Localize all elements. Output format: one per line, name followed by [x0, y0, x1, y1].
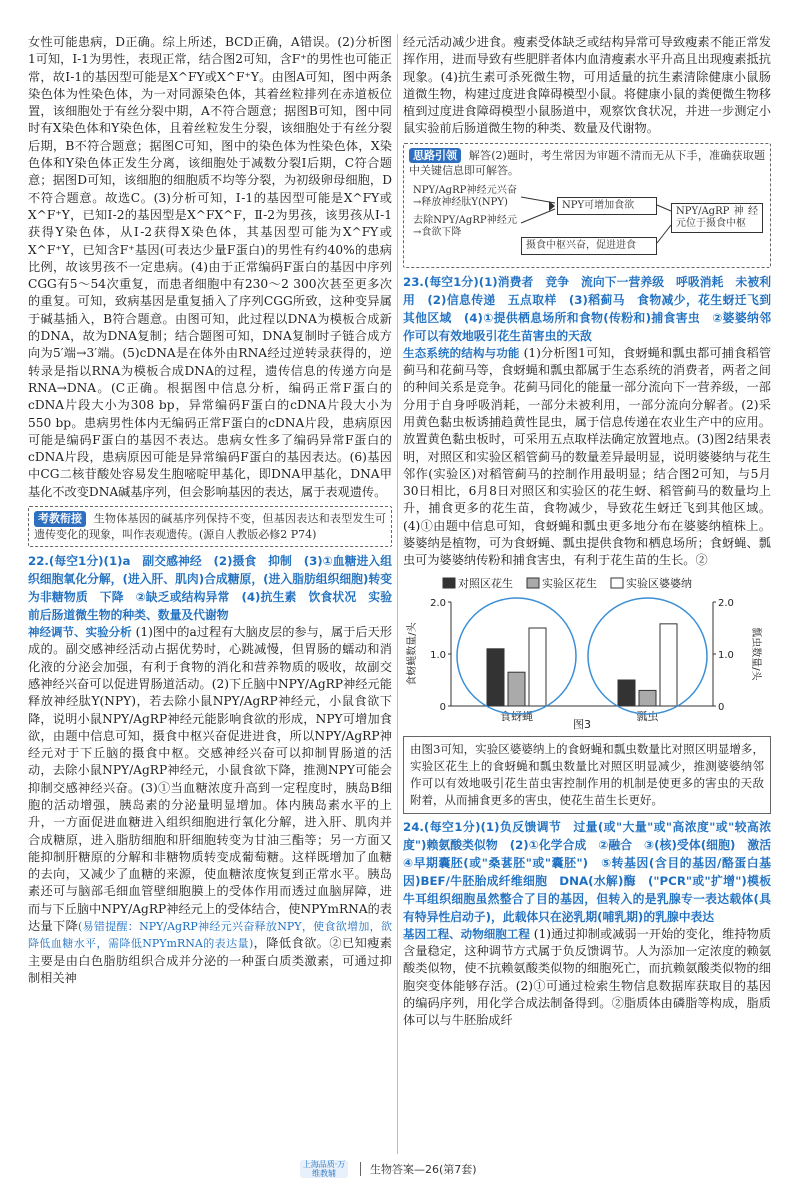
page-footer	[0, 1158, 800, 1182]
q24-topic: 基因工程、动物细胞工程	[403, 926, 530, 941]
q24-answer-key: 24.(每空1分)(1)负反馈调节 过量(或"大量"或"高浓度"或"较高浓度")赖氨酸类似物 (2)①化学合成 ②融合 ③(核)受体(细胞) 激活 ④早期囊胚(或"桑葚胚"或"囊胚") ⑤转基因(含目的基因/酪蛋白基因)BEF/牛胚胎成纤维细胞 DNA(水解)酶 ("PCR"或"扩增")模板 牛耳组织细胞虽然整合了目的基因，但转入的是乳腺专一表达载体(具有特异性启动子)，此载体只在泌乳期(哺乳期)的乳腺中表达	[403, 819, 783, 924]
bar-0-2	[529, 628, 546, 706]
x-tick-label-1: 瓢虫	[636, 709, 659, 723]
bar-1-0	[618, 680, 635, 706]
thinking-guide-text: 解答(2)题时，考生常因为审题不清而无从下手，准确获取题中关键信息即可解答。	[409, 148, 765, 178]
diagram-node-npy-appetite: NPY可增加食欲	[557, 197, 657, 215]
right-paragraph: 经元活动减少进食。瘦素受体缺乏或结构异常可导致瘦素不能正常发挥作用，进而导致有些肥胖者体内血清瘦素水平升高且出现瘦素抵抗现象。(4)抗生素可杀死微生物，可用适量的抗生素清除健康小鼠肠道微生物，构建过度进食障碍模型小鼠。将健康小鼠的粪便微生物移植到过度进食障碍模型小鼠肠道中，观察饮食状况，并进一步测定小鼠实验前后肠道微生物的种类、数量及代谢物。	[403, 35, 771, 136]
left-column	[28, 34, 392, 987]
figure-3-caption: 由图3可知，实验区婆婆纳上的食蚜蝇和瓢虫数量比对照区明显增多，实验区花生上的食蚜蝇和瓢虫数量比对照区明显减少，推测婆婆纳邻作可以有效地吸引花生苗虫害控制作用的机制是使更多的害虫的天敌附着，从而捕食更多的害虫，使花生苗生长更好。	[403, 736, 771, 814]
bar-1-1	[639, 690, 656, 706]
publisher-logo: 上海品质·万维教辅	[300, 1160, 348, 1178]
left-paragraph: 女性可能患病，D正确。综上所述，BCD正确，A错误。(2)分析图1可知，Ⅰ-1为男性，表现正常，结合图2可知，含F⁺的男性也可能正常，故Ⅰ-1的基因型可能是X^FY或X^F⁺Y。由图A可知，图中两条染色体为性染色体，为一对同源染色体，其着丝粒排列在赤道板位置，该细胞处于有丝分裂中期，A不符合题意；据图B可知，图中同时有X染色体和Y染色体，且着丝粒发生分裂，该细胞处于有丝分裂后期，B不符合题意；据图C可知，图中的染色体为性染色体，X染色体和Y染色体正发生分离，该细胞处于减数分裂Ⅰ后期，C符合题意；据图D可知，该细胞的细胞质不均等分裂，为初级卵母细胞，D不符合题意。故选C。(3)分析可知，Ⅰ-1的基因型可能是X^FY或X^F⁺Y，已知Ⅰ-2的基因型是X^FX^F，Ⅱ-2为男孩，该男孩从Ⅰ-1获得Y染色体，从Ⅰ-2获得X染色体，其基因型可能为X^FY或X^F⁺Y，已知含F⁺基因(可表达少量F蛋白)的男性有约40%的患病比例，故该男孩不一定患病。(4)由于正常编码F蛋白的基因中序列CGG有5～54次重复，而患者细胞中有230～2 300次甚至更多次的重复。可知，致病基因是重复插入了序列CGG所致，这种变异属于碱基插入，B符合题意。由图可知，此过程以DNA为模板合成新的DNA，故为DNA复制；结合题图可知，DNA复制时子链合成方向为5′端→3′端。(5)cDNA是在体外由RNA经过逆转录获得的，逆转录是指以RNA为模板合成DNA的过程，遗传信息的传递方向是RNA→DNA。(C正确。根据图中信息分析，编码正常F蛋白的cDNA片段大小为308 bp，异常编码F蛋白的cDNA片段大小为550 bp。患病男性体内无编码正常F蛋白的cDNA片段，患病原因可能是编码F蛋白的基因不表达。患病女性多了编码异常F蛋白的cDNA片段，患病原因可能是异常编码F蛋白的基因表达。(6)基因中CG二核苷酸处容易发生胞嘧啶甲基化，即DNA甲基化，DNA甲基化不改变DNA碱基序列，但会影响基因的表达，属于表观遗传。	[28, 35, 392, 499]
diagram-node-npy-release: NPY/AgRP神经元兴奋→释放神经肽Y(NPY)	[413, 184, 517, 208]
thinking-guide-box	[403, 143, 771, 268]
legend-swatch-1	[527, 578, 539, 588]
legend-label-2: 实验区婆婆纳	[626, 576, 692, 590]
diagram-node-feeding-excite: 摄食中枢兴奋，促进进食	[521, 237, 657, 255]
q22-hint: (易错提醒：NPY/AgRP神经元兴奋释放NPY，使食欲增加，欲降低血糖水平，需降低NPYmRNA的表达量)	[28, 920, 392, 951]
y-tick-label-right-0: 0	[718, 701, 725, 713]
legend-swatch-2	[611, 578, 623, 588]
q23-topic: 生态系统的结构与功能	[403, 345, 520, 360]
q22-answer-key: 22.(每空1分)(1)a 副交感神经 (2)摄食 抑制 (3)①血糖进入组织细胞氧化分解，(进入肝、肌肉)合成糖原，(进入脂肪组织细胞)转变为非糖物质 下降 ②缺乏或结构异常 (4)抗生素 饮食状况 实验前后肠道微生物的种类、数量及代谢物	[28, 554, 392, 623]
legend-label-1: 实验区花生	[542, 576, 597, 590]
y-tick-label-right-1: 1.0	[718, 649, 734, 661]
bar-0-0	[487, 648, 504, 705]
right-column	[403, 34, 783, 1029]
column-divider	[397, 34, 398, 1154]
teaching-link-tag: 考教衔接	[34, 511, 86, 527]
y-tick-label-left-1: 1.0	[430, 649, 446, 661]
y-tick-label-right-2: 2.0	[718, 597, 734, 609]
diagram-node-feeding-center: NPY/AgRP神经元位于摄食中枢	[671, 203, 763, 233]
x-tick-label-0: 食蚜蝇	[500, 709, 533, 723]
legend-swatch-0	[443, 578, 455, 588]
figure-3-chart	[403, 574, 771, 732]
q23-answer-key: 23.(每空1分)(1)消费者 竞争 流向下一营养级 呼吸消耗 未被利用 (2)信息传递 五点取样 (3)稻蓟马 食物减少，花生蚜迁飞到其他区域 (4)①提供栖息场所和食物(传粉和)捕食害虫 ②婆婆纳邻作可以有效地吸引花生苗害虫的天敌	[403, 274, 771, 343]
y-axis-label-right: 瓢虫数量/头	[750, 626, 761, 681]
y-axis-label-left: 食蚜蝇数量/头	[407, 621, 418, 686]
bar-chart	[403, 574, 771, 732]
bar-0-1	[508, 672, 525, 706]
y-tick-label-left-2: 2.0	[430, 597, 446, 609]
legend-label-0: 对照区花生	[458, 576, 513, 590]
footer-separator	[360, 1162, 361, 1176]
q22-explanation-tail: ，降低食欲。②已知瘦素主要是由白色脂肪组织合成并分泌的一种蛋白质类激素，可通过抑制相关神	[28, 936, 392, 985]
teaching-link-box	[28, 506, 392, 547]
bar-1-2	[660, 623, 677, 705]
y-tick-label-left-0: 0	[439, 701, 446, 713]
q23-explanation: (1)分析图1可知，食蚜蝇和瓢虫都可捕食稻管蓟马和花蓟马等，食蚜蝇和瓢虫都属于生态系统的消费者，两者之间的种间关系是竞争。花蓟马同化的能量一部分流向下一营养级，一部分用于自身呼吸消耗，一部分未被利用，一部分流向分解者。(2)采用黄色黏虫板诱捕趋黄性昆虫，属于信息传递在农业生产中的应用。放置黄色黏虫板时，可采用五点取样法确定放置地点。(3)图2结果表明，对照区和实验区稻管蓟马的数量差异最明显，说明婆婆纳与花生邻作(实验区)对稻管蓟马的控制作用最明显；结合图2可知，与5月30日相比，6月8日对照区和实验区的花生蚜、稻管蓟马的数量均上升，捕食更多的花生苗，食物减少，导致花生蚜迁飞到其他区域。(4)①由题中信息可知，食蚜蝇和瓢虫更多地分布在婆婆纳植株上。婆婆纳是植物，可为食蚜蝇、瓢虫提供食物和栖息场所；食蚜蝇、瓢虫可为婆婆纳传粉和捕食害虫，有利于花生苗的生长。②	[403, 345, 772, 568]
q22-explanation: (1)图中的a过程有大脑皮层的参与，属于后天形成的。副交感神经活动占据优势时，心跳减慢，但胃肠的蠕动和消化液的分泌会加强，有利于食物的消化和营养物质的吸收，故副交感神经兴奋可以促进胃肠道活动。(2)下丘脑中NPY/AgRP神经元能释放神经肽Y(NPY)，若去除小鼠NPY/AgRP神经元，小鼠食欲下降，说明小鼠NPY/AgRP神经元能影响食欲的形成，NPY可增加食欲，由题中信息可知，摄食中枢兴奋促进进食，所以NPY/AgRP神经元对于下丘脑的摄食中枢。交感神经兴奋可以抑制胃肠道的活动，去除小鼠NPY/AgRP神经元，小鼠食欲下降，推测NPY可能会抑制交感神经兴奋。(3)①当血糖浓度升高到一定程度时，胰岛B细胞的活动增强，胰岛素的分泌量明显增加。体内胰岛素水平的上升，一方面促进血糖进入组织细胞进行氧化分解，进入肝、肌肉并合成糖原，进入脂肪细胞和肝细胞转变为甘油三酯等；另一方面又能抑制肝糖原的分解和非糖物质转变成葡萄糖。这样既增加了血糖的去向，又减少了血糖的来源，使血糖浓度恢复到正常水平。胰岛素还可与脑部毛细血管壁细胞膜上的受体作用而透过血脑屏障，进而与下丘脑中NPY/AgRP神经元上的受体结合，使NPYmRNA的表达量下降	[28, 625, 393, 934]
q22-topic: 神经调节、实验分析	[28, 625, 132, 640]
page-number: 生物答案—26(第7套)	[370, 1163, 477, 1176]
diagram-node-remove-neurons: 去除NPY/AgRP神经元→食欲下降	[413, 214, 517, 238]
reasoning-diagram	[409, 181, 765, 259]
teaching-link-text: 生物体基因的碱基序列保持不变，但基因表达和表型发生可遗传变化的现象，叫作表观遗传。(源自人教版必修2 P74)	[34, 512, 386, 541]
q24-explanation: (1)通过抑制或减弱一开始的变化，维持物质含量稳定，这种调节方式属于负反馈调节。人为添加一定浓度的赖氨酸类似物，使不抗赖氨酸类似物的细胞死亡，而抗赖氨酸类似物的细胞突变体能够存活。(2)①可通过检索生物信息数据库获取目的基因的编码序列，用化学合成法制备得到。②脂质体由磷脂等构成，脂质体可以与牛胚胎成纤	[403, 926, 772, 1028]
chart-title: 图3	[573, 717, 591, 731]
thinking-guide-tag: 思路引领	[409, 148, 461, 164]
